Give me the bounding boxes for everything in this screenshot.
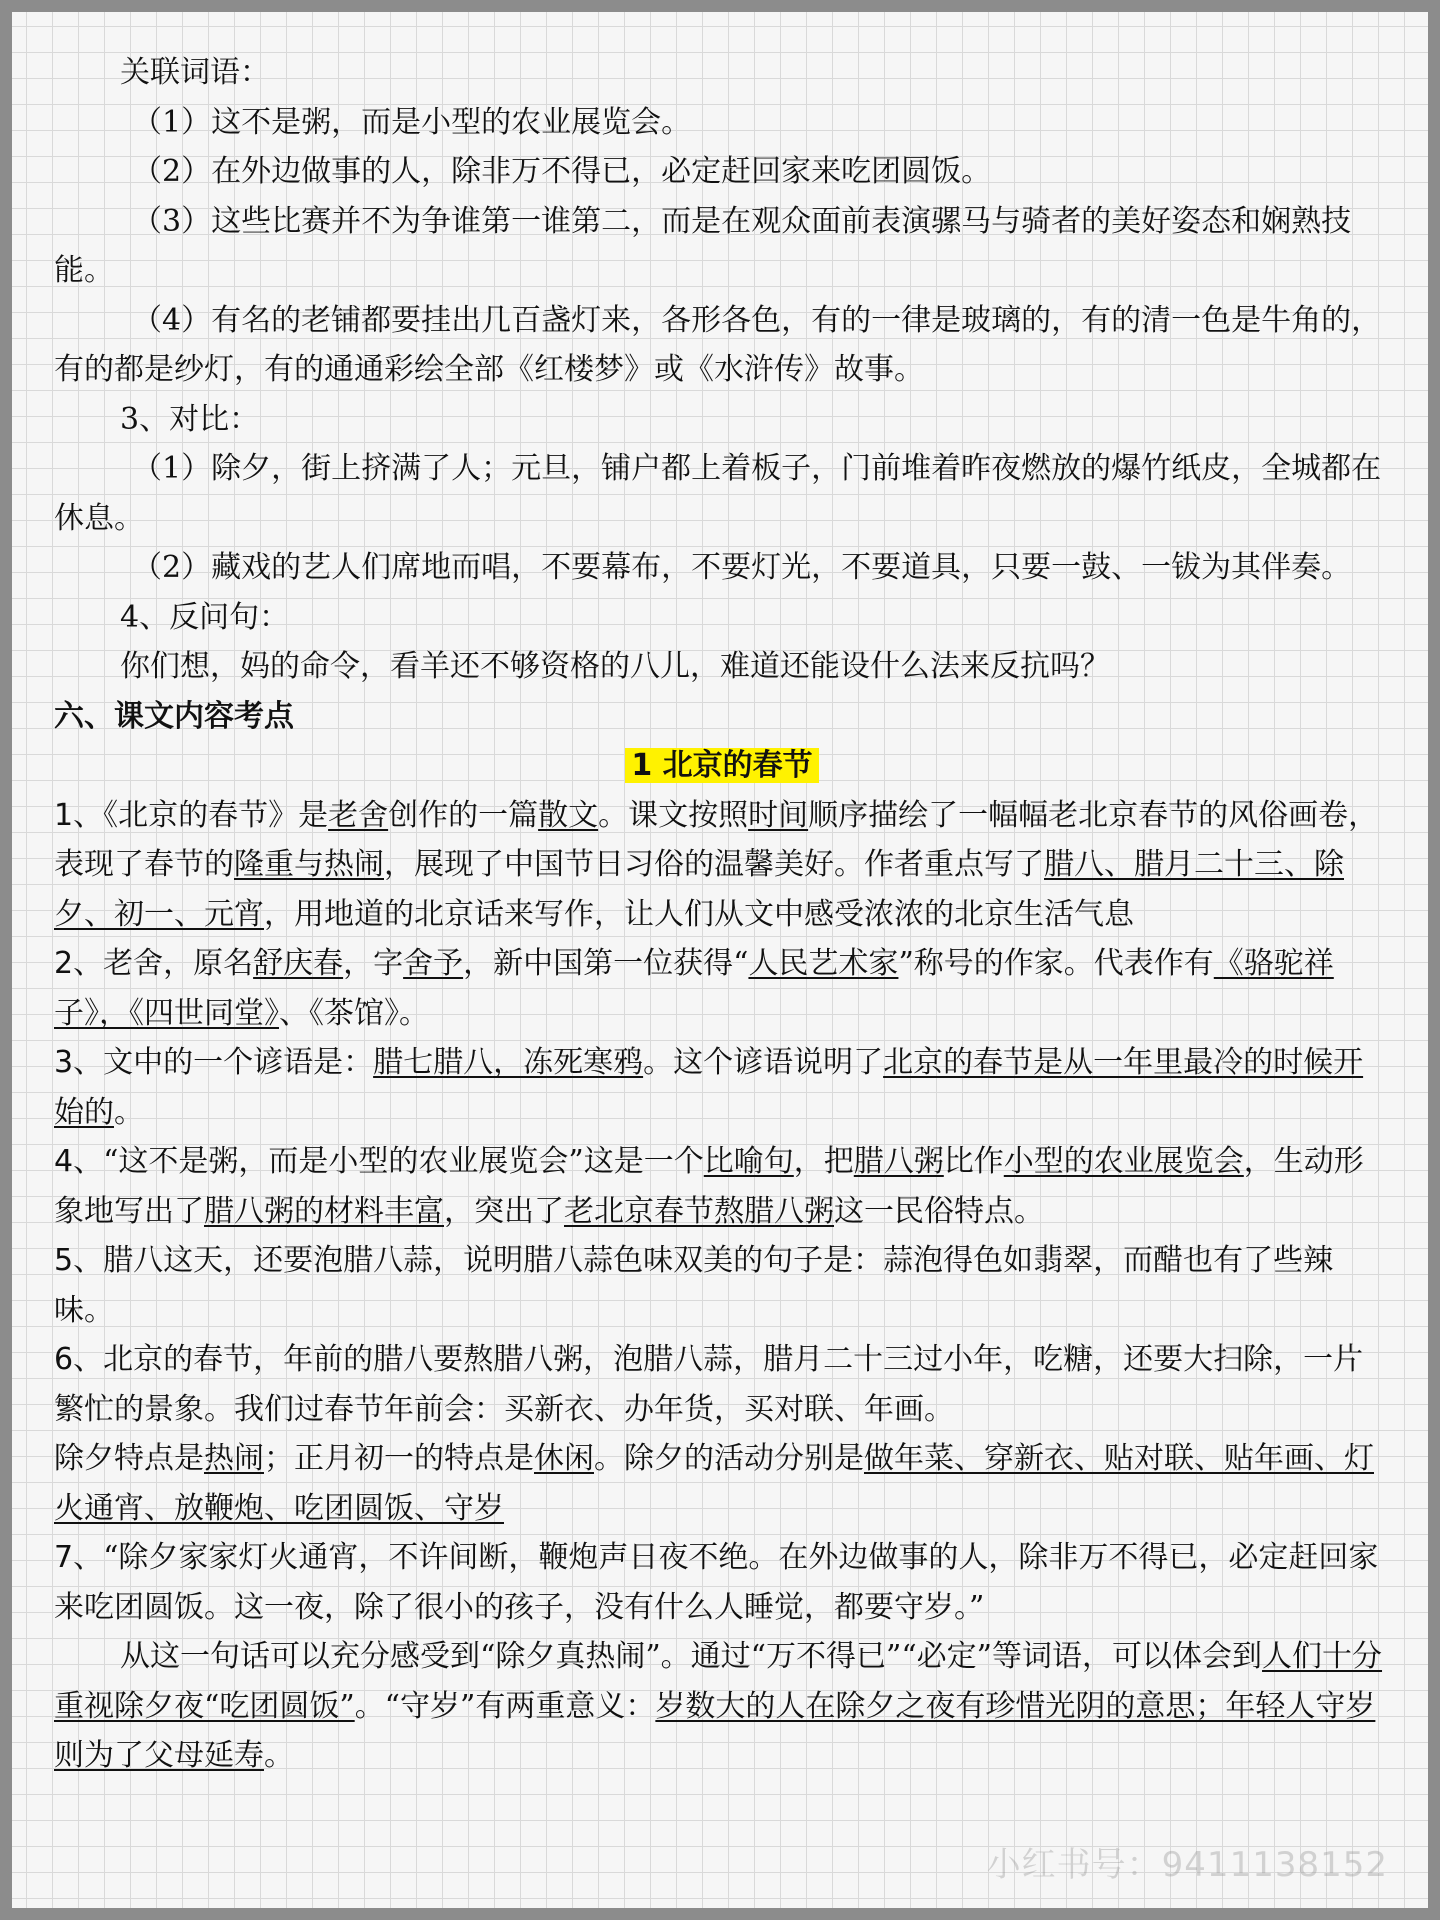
point-answer: 腊八粥 <box>853 1144 944 1179</box>
point-text: ”称号的作家。代表作有 <box>898 946 1214 981</box>
point-answer: 舒庆春 <box>253 946 344 981</box>
point-text: 除夕特点是 <box>54 1441 204 1476</box>
fanwen-item-1: 你们想，妈的命令，看羊还不够资格的八儿，难道还能设什么法来反抗吗？ <box>120 649 1110 684</box>
point-text: 北京的春节，年前的腊八要熬腊八粥，泡腊八蒜，腊月二十三过小年，吃糖，还要大扫除，一片繁忙的景象。我们过春节年前会：买新衣、办年货，买对联、年画。 <box>54 1342 1364 1427</box>
point-number: 4、 <box>54 1144 104 1179</box>
point-answer: 北京的春节是从一年里最冷的时候开始的 <box>54 1045 1364 1130</box>
point-text: ，生动形象地写出了 <box>54 1144 1364 1229</box>
point-text: 从这一句话可以充分感受到“除夕真热闹”。通过“万不得已”“必定”等词语，可以体会到 <box>120 1639 1263 1674</box>
point-answer: 人们十分重视除夕夜“吃团圆饭” <box>54 1639 1383 1724</box>
point-text: 这一民俗特点。 <box>834 1193 1044 1229</box>
point-text: 。“守岁”有两重意义： <box>354 1688 656 1724</box>
point-number: 1、 <box>54 797 104 833</box>
lesson-title: 1 北京的春节 <box>625 748 818 783</box>
point-answer: 热闹 <box>204 1441 264 1476</box>
duibi-item-1: （1）除夕，街上挤满了人；元旦，铺户都上着板子，门前堆着昨夜燃放的爆竹纸皮，全城都在休息。 <box>54 451 1382 536</box>
point-7-analysis <box>54 1632 1390 1781</box>
lianguan-item-3: （3）这些比赛并不为争谁第一谁第二，而是在观众面前表演骡马与骑者的美好姿态和娴熟技能。 <box>54 203 1352 288</box>
point-7 <box>54 1533 1390 1632</box>
point-5 <box>54 1236 1390 1335</box>
point-number: 3、 <box>54 1045 104 1080</box>
point-text: ，把 <box>793 1144 854 1179</box>
point-answer: 休闲 <box>534 1441 594 1476</box>
point-text: “除夕家家灯火通宵，不许间断，鞭炮声日夜不绝。在外边做事的人，除非万不得已，必定赶回家来吃团圆饭。这一夜，除了很小的孩子，没有什么人睡觉，都要守岁。” <box>54 1540 1379 1625</box>
lianguan-item-4: （4）有名的老铺都要挂出几百盏灯来，各形各色，有的一律是玻璃的，有的清一色是牛角的，有的都是纱灯，有的通通彩绘全部《红楼梦》或《水浒传》故事。 <box>54 302 1382 387</box>
point-answer: 做年菜、穿新衣、贴对联、贴年画、灯火通宵、放鞭炮、吃团圆饭、守岁 <box>54 1441 1374 1526</box>
point-text: 。 <box>114 1094 144 1130</box>
point-number: 5、 <box>54 1243 104 1278</box>
point-text: 创作的一篇 <box>388 797 539 833</box>
point-number: 2、 <box>54 946 104 981</box>
document-page <box>54 48 1390 1781</box>
lianguan-item-2: （2）在外边做事的人，除非万不得已，必定赶回家来吃团圆饭。 <box>132 154 992 189</box>
point-answer: 岁数大的人在除夕之夜有珍惜光阴的意思；年轻人守岁则为了父母延寿 <box>54 1688 1376 1773</box>
lianguan-title: 关联词语： <box>120 55 270 90</box>
point-text: 。这个谚语说明了 <box>643 1045 884 1080</box>
lianguan-item-1: （1）这不是粥，而是小型的农业展览会。 <box>132 104 692 140</box>
point-text: 文中的一个谚语是： <box>103 1045 374 1080</box>
point-text: “这不是粥，而是小型的农业展览会”这是一个 <box>103 1144 704 1179</box>
point-text: ，展现了中国节日习俗的温馨美好。作者重点写了 <box>384 847 1044 882</box>
point-text: 。课文按照 <box>598 797 749 833</box>
fanwen-title: 4、反问句： <box>120 599 290 635</box>
point-4 <box>54 1137 1390 1236</box>
point-text: 老舍，原名 <box>103 946 254 981</box>
point-text: ，突出了 <box>444 1193 564 1229</box>
point-text: ，新中国第一位获得“ <box>463 946 749 981</box>
point-answer: 人民艺术家 <box>748 946 899 981</box>
point-number: 7、 <box>54 1540 104 1575</box>
lesson-title-row <box>54 741 1390 791</box>
point-text: ，用地道的北京话来写作，让人们从文中感受浓浓的北京生活气息 <box>264 896 1134 932</box>
point-3 <box>54 1038 1390 1137</box>
point-answer: 腊八、腊月二十三、除夕、初一、元宵 <box>54 847 1344 932</box>
point-answer: 隆重与热闹 <box>234 847 384 882</box>
point-answer: 老北京春节熬腊八粥 <box>564 1193 834 1229</box>
watermark: 小红书号：9411138152 <box>986 1845 1388 1885</box>
point-answer: 散文 <box>538 797 599 833</box>
point-6 <box>54 1335 1390 1434</box>
point-text: ，字 <box>343 946 404 981</box>
point-answer: 腊八粥的材料丰富 <box>204 1193 444 1229</box>
section-heading: 六、课文内容考点 <box>54 698 294 734</box>
point-text: 。除夕的活动分别是 <box>594 1441 864 1476</box>
point-text: 、《茶馆》。 <box>279 995 429 1031</box>
point-answer: 比喻句 <box>703 1144 794 1179</box>
point-answer: 老舍 <box>328 797 389 833</box>
duibi-item-2: （2）藏戏的艺人们席地而唱，不要幕布，不要灯光，不要道具，只要一鼓、一钹为其伴奏。 <box>132 550 1352 585</box>
point-text: ；正月初一的特点是 <box>264 1441 534 1476</box>
point-answer: 时间 <box>748 797 809 833</box>
point-text: 。 <box>264 1738 294 1773</box>
point-answer: 小型的农业展览会 <box>1003 1144 1244 1179</box>
point-1 <box>54 791 1390 940</box>
point-6-continued <box>54 1434 1390 1533</box>
point-answer: 腊七腊八，冻死寒鸦 <box>373 1045 644 1080</box>
point-text: 比作 <box>943 1144 1004 1179</box>
point-2 <box>54 939 1390 1038</box>
point-answer: 舍予 <box>403 946 464 981</box>
point-text: 腊八这天，还要泡腊八蒜，说明腊八蒜色味双美的句子是：蒜泡得色如翡翠，而醋也有了些辣味。 <box>54 1243 1334 1328</box>
duibi-title: 3、对比： <box>120 401 260 437</box>
point-text: 《北京的春节》是 <box>103 797 329 833</box>
point-answer: 《骆驼祥子》，《四世同堂》 <box>54 946 1334 1031</box>
point-number: 6、 <box>54 1342 104 1377</box>
point-text: 顺序描绘了一幅幅老北京春节的风俗画卷，表现了春节的 <box>54 797 1379 882</box>
